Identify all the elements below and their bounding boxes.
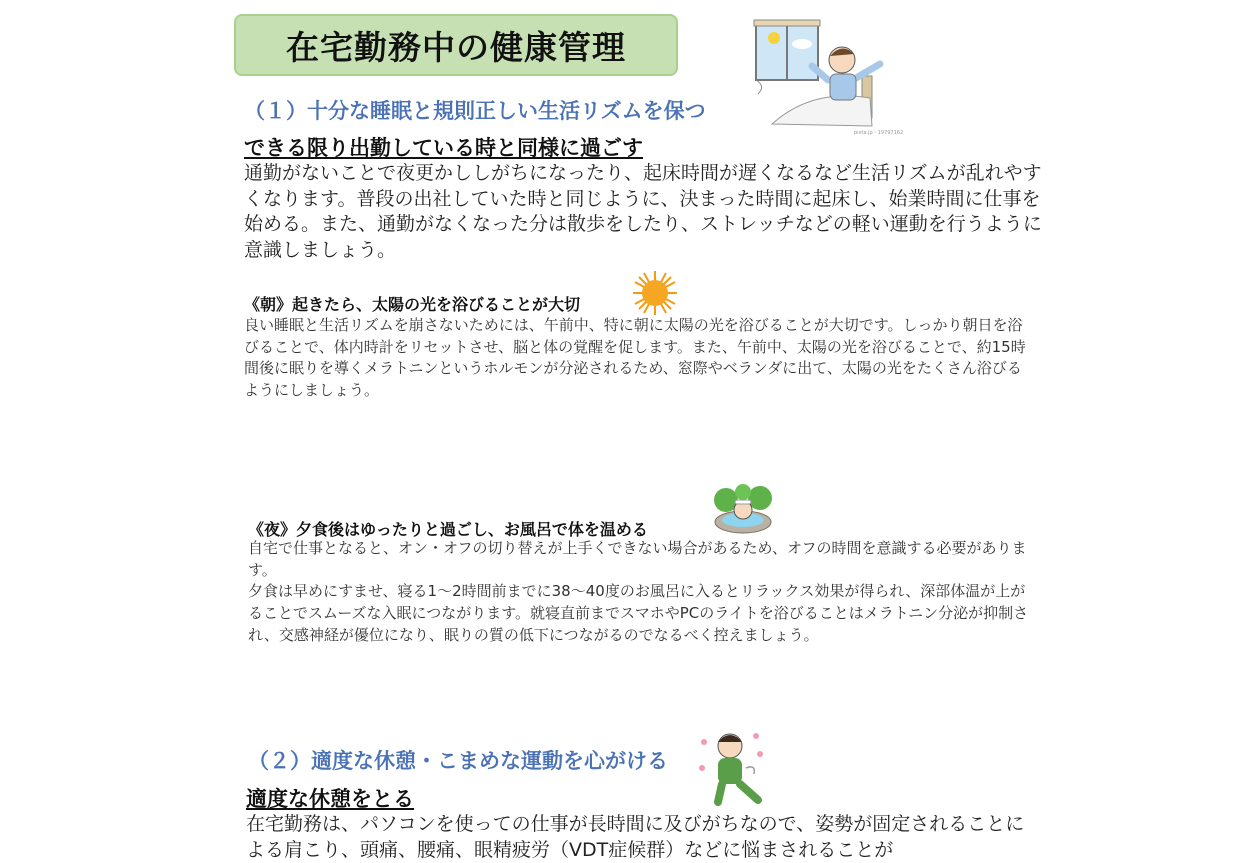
section-2-heading: （２）適度な休憩・こまめな運動を心がける [248, 749, 668, 773]
morning-heading: 《朝》起きたら、太陽の光を浴びることが大切 [244, 295, 581, 314]
night-body [248, 538, 1038, 647]
section-1-heading: （１）十分な睡眠と規則正しい生活リズムを保つ [244, 99, 706, 123]
illustration-credit: pixta.jp - 19797162 [854, 130, 904, 136]
section-2-body: 在宅勤務は、パソコンを使っての仕事が長時間に及びがちなので、姿勢が固定されることによる肩こり、頭痛、腰痛、眼精疲労（VDT症候群）などに悩まされることが [246, 813, 1025, 861]
night-heading: 《夜》夕食後はゆったりと過ごし、お風呂で体を温める [248, 520, 648, 539]
page-title: 在宅勤務中の健康管理 [234, 14, 678, 76]
wake-up-illustration [752, 16, 902, 140]
morning-body: 良い睡眠と生活リズムを崩さないためには、午前中、特に朝に太陽の光を浴びることが大切です。しっかり朝日を浴びることで、体内時計をリセットさせ、脳と体の覚醒を促します。また、午前中、太陽の光を浴びることで、約15時間後に眠りを導くメラトニンというホルモンが分泌されるため、窓際やベランダに出て、太陽の光をたくさん浴びるようにしましょう。 [244, 316, 1026, 400]
sun-icon [632, 270, 678, 316]
night-body-paragraph-1: 自宅で仕事となると、オン・オフの切り替えが上手くできない場合があるため、オフの時間を意識する必要があります。 [248, 539, 1027, 579]
section-1-body: 通勤がないことで夜更かししがちになったり、起床時間が遅くなるなど生活リズムが乱れやすくなります。普段の出社していた時と同じように、決まった時間に起床し、始業時間に仕事を始める。また、通勤がなくなった分は散歩をしたり、ストレッチなどの軽い運動を行うように意識しましょう。 [244, 162, 1042, 261]
night-body-paragraph-2: 夕食は早めにすませ、寝る1〜2時間前までに38〜40度のお風呂に入るとリラックス効果が得られ、深部体温が上がることでスムーズな入眠につながります。就寝直前までスマホやPCのライトを浴びることはメラトニン分泌が抑制され、交感神経が優位になり、眠りの質の低下につながるのでなるべく控えましょう。 [248, 582, 1029, 644]
hot-spring-bath-icon [712, 484, 774, 534]
section-2-subheading: 適度な休憩をとる [246, 787, 414, 811]
section-1-subheading: できる限り出勤している時と同様に過ごす [244, 136, 643, 160]
stretching-person-illustration [696, 728, 766, 808]
